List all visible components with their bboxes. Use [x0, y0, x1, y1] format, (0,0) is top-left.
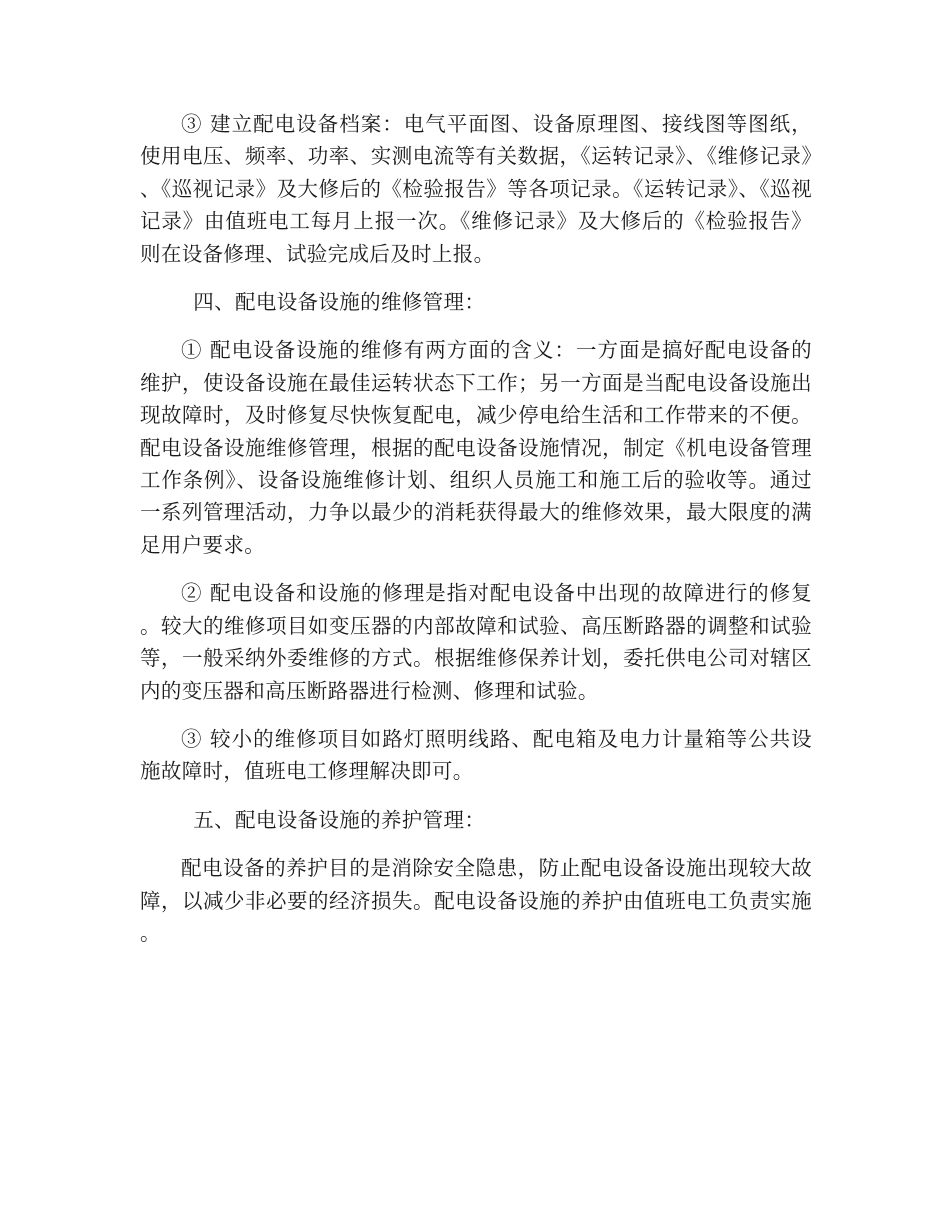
- document-body: [140, 108, 812, 965]
- paragraph-major-repairs: ② 配电设备和设施的修理是指对配电设备中出现的故障进行的修复。较大的维修项目如变压器的内部故障和试验、高压断路器的调整和试验等，一般采纳外委维修的方式。根据维修保养计划，委托供电公司对辖区内的变压器和高压断路器进行检测、修理和试验。: [140, 581, 812, 703]
- paragraph-minor-repairs: ③ 较小的维修项目如路灯照明线路、配电箱及电力计量箱等公共设施故障时，值班电工修理解决即可。: [140, 726, 812, 784]
- paragraph-equipment-archive: ③ 建立配电设备档案：电气平面图、设备原理图、接线图等图纸，使用电压、频率、功率、实测电流等有关数据，《运转记录》、《维修记录》、《巡视记录》及大修后的《检验报告》等各项记录。《运转记录》、《巡视记录》由值班电工每月上报一次。《维修记录》及大修后的《检验报告》则在设备修理、试验完成后及时上报。: [140, 112, 812, 266]
- section-heading-maintenance: 四、配电设备设施的维修管理：: [193, 290, 486, 315]
- paragraph-maintenance-meaning: ① 配电设备设施的维修有两方面的含义：一方面是搞好配电设备的维护，使设备设施在最佳运转状态下工作；另一方面是当配电设备设施出现故障时，及时修复尽快恢复配电，减少停电给生活和工作带来的不便。配电设备设施维修管理，根据的配电设备设施情况，制定《机电设备管理工作条例》、设备设施维修计划、组织人员施工和施工后的验收等。通过一系列管理活动，力争以最少的消耗获得最大的维修效果，最大限度的满足用户要求。: [140, 338, 812, 557]
- paragraph-upkeep-purpose: 配电设备的养护目的是消除安全隐患，防止配电设备设施出现较大故障，以减少非必要的经济损失。配电设备设施的养护由值班电工负责实施。: [140, 856, 812, 945]
- section-heading-upkeep: 五、配电设备设施的养护管理：: [193, 807, 486, 832]
